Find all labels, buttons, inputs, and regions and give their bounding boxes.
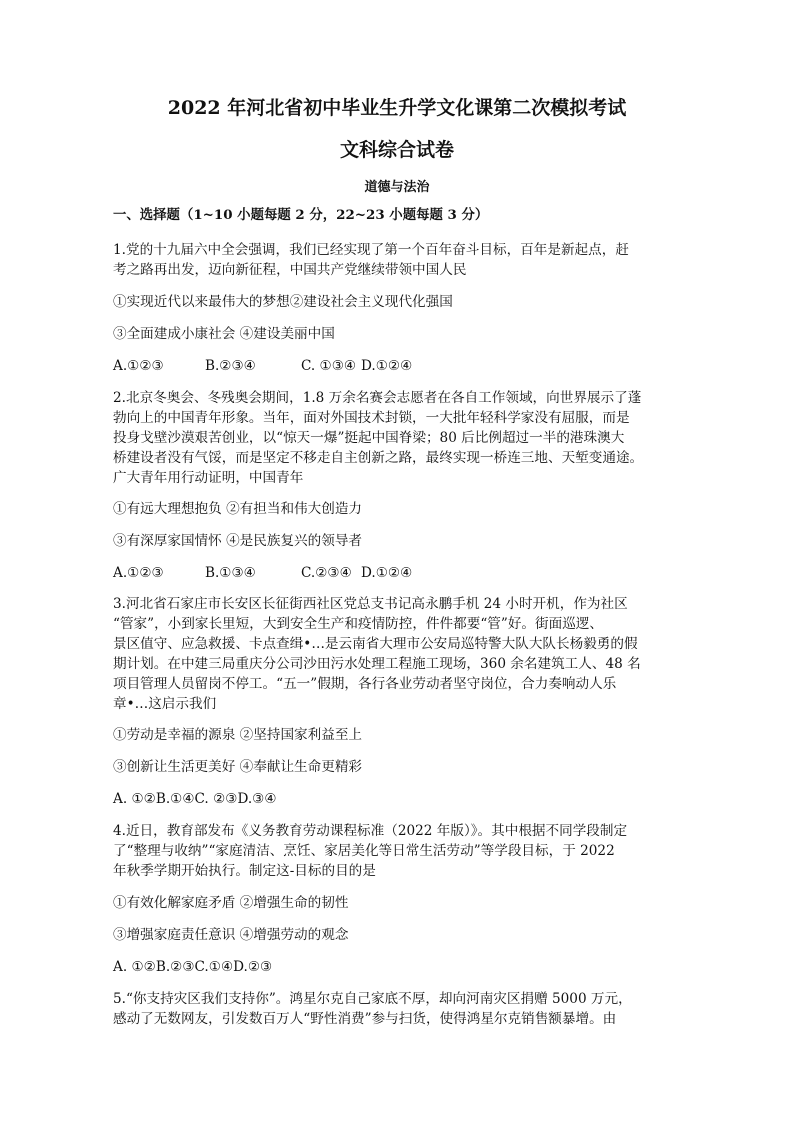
q3-stem-line-4: 期计划。在中建三局重庆分公司沙田污水处理工程施工现场，360 余名建筑工人、48 名 xyxy=(113,656,641,672)
q2-answer-options xyxy=(113,567,412,581)
q3-answer-options: A. ①②B.①④C. ②③D.③④ xyxy=(113,791,277,807)
q1-stem-line-2: 考之路再出发，迈向新征程，中国共产党继续带领中国人民 xyxy=(113,262,467,278)
q2-option-c: C.②③④ xyxy=(301,565,352,581)
q2-stem-line-3: 投身戈壁沙漠艰苦创业，以“惊天一爆”挺起中国脊梁；80 后比例超过一半的港珠澳大 xyxy=(113,430,625,446)
q4-stem-line-1: 4.近日，教育部发布《义务教育劳动课程标准（2022 年版）》。其中根据不同学段制定 xyxy=(113,823,628,839)
q3-stem-line-2: “管家”，小到家长里短，大到安全生产和疫情防控，件件都要“管”好。街面巡逻、 xyxy=(113,616,603,632)
q5-stem-line-2: 感动了无数网友，引发数百万人“野性消费”参与扫货，使得鸿星尔克销售额暴增。由 xyxy=(113,1011,617,1027)
q3-statement-1: ①劳动是幸福的源泉 ②坚持国家利益至上 xyxy=(113,727,363,743)
q4-statement-1: ①有效化解家庭矛盾 ②增强生命的韧性 xyxy=(113,895,349,911)
q2-stem-line-2: 勃向上的中国青年形象。当年，面对外国技术封锁，一大批年轻科学家没有屈服，而是 xyxy=(113,410,630,426)
q1-option-b: B.②③④ xyxy=(205,358,256,374)
q2-option-b: B.①③④ xyxy=(205,565,256,581)
q3-stem-line-3: 景区值守、应急救援、卡点查缉•…是云南省大理市公安局巡特警大队大队长杨毅勇的假 xyxy=(113,636,638,652)
q1-answer-options xyxy=(113,360,412,374)
q2-statement-2: ③有深厚家国情怀 ④是民族复兴的领导者 xyxy=(113,533,363,549)
q3-statement-2: ③创新让生活更美好 ④奉献让生命更精彩 xyxy=(113,759,363,775)
q2-stem-line-5: 广大青年用行动证明，中国青年 xyxy=(113,470,304,486)
q4-statement-2: ③增强家庭责任意识 ④增强劳动的观念 xyxy=(113,927,349,943)
q2-option-a: A.①②③ xyxy=(113,565,164,581)
q1-option-a: A.①②③ xyxy=(113,358,164,374)
paper-subtitle: 文科综合试卷 xyxy=(339,139,454,161)
q2-option-d: D.①②④ xyxy=(361,565,413,581)
q1-stem-line-1: 1.党的十九届六中全会强调，我们已经实现了第一个百年奋斗目标，百年是新起点，赶 xyxy=(113,242,629,258)
q3-stem-line-6: 章•…这启示我们 xyxy=(113,696,217,712)
section-heading: 一、选择题（1~10 小题每题 2 分，22~23 小题每题 3 分） xyxy=(113,207,489,223)
q2-statement-1: ①有远大理想抱负 ②有担当和伟大创造力 xyxy=(113,501,363,517)
q3-stem-line-5: 项目管理人员留岗不停工。“五一”假期，各行各业劳动者坚守岗位，合力奏响动人乐 xyxy=(113,676,617,692)
q1-option-c: C. ①③④ xyxy=(301,358,357,374)
exam-title: 2022 年河北省初中毕业生升学文化课第二次模拟考试 xyxy=(167,97,627,119)
q4-answer-options: A. ①②B.②③C.①④D.②③ xyxy=(113,959,273,975)
q3-stem-line-1: 3.河北省石家庄市长安区长征街西社区党总支书记高永鹏手机 24 小时开机，作为社区 xyxy=(113,596,628,612)
q2-stem-line-1: 2.北京冬奥会、冬残奥会期间，1.8 万余名赛会志愿者在各自工作领域，向世界展示了蓬 xyxy=(113,390,642,406)
q4-stem-line-2: 了“整理与收纳”“家庭清洁、烹饪、家居美化等日常生活劳动”等学段目标，于 2022 xyxy=(113,843,615,859)
q4-stem-line-3: 年秋季学期开始执行。制定这-目标的目的是 xyxy=(113,863,376,879)
q1-statement-1: ①实现近代以来最伟大的梦想②建设社会主义现代化强国 xyxy=(113,294,453,310)
q2-stem-line-4: 桥建设者没有气馁，而是坚定不移走自主创新之路，最终实现一桥连三地、天堑变通途。 xyxy=(113,450,644,466)
q1-statement-2: ③全面建成小康社会 ④建设美丽中国 xyxy=(113,326,335,342)
q5-stem-line-1: 5.“你支持灾区我们支持你”。鸿星尔克自己家底不厚，却向河南灾区捐赠 5000 万元， xyxy=(113,991,632,1007)
q1-option-d: D.①②④ xyxy=(361,358,413,374)
subject-heading: 道德与法治 xyxy=(364,180,430,195)
